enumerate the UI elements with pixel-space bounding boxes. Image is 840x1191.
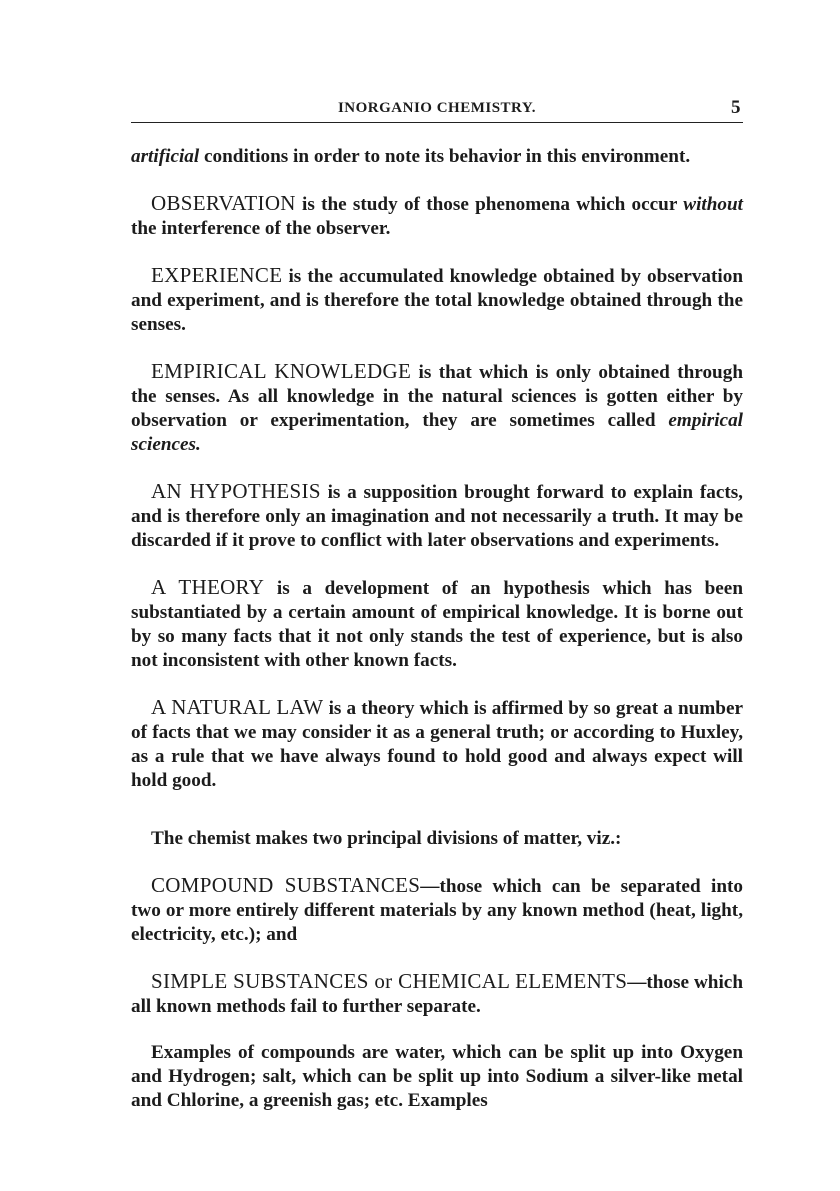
term-chemical-elements: CHEMICAL ELEMENTS [398, 969, 628, 993]
paragraph-simple-substances [131, 969, 743, 1019]
term-simple-substances: SIMPLE SUBSTANCES [151, 969, 369, 993]
term-compound-substances: COMPOUND SUBSTANCES [151, 873, 421, 897]
paragraph-text: is the accumulated knowledge obtained by observation and experiment, and is therefore the total knowledge obtained through the senses. [131, 266, 743, 335]
paragraph-theory [131, 575, 743, 673]
term-natural-law: A NATURAL LAW [151, 695, 324, 719]
paragraph-hypothesis [131, 479, 743, 553]
italic-without: without [683, 194, 743, 215]
paragraph-compound-substances [131, 873, 743, 947]
paragraph-text: Examples of compounds are water, which can be split up into Oxygen and Hydrogen; salt, which can be split up into Sodium a silver-like metal and Chlorine, a greenish gas; etc. Examples [131, 1042, 743, 1111]
term-empirical-knowledge: EMPIRICAL KNOWLEDGE [151, 359, 412, 383]
paragraph-text: conditions in order to note its behavior in this environment. [199, 146, 691, 167]
term-observation: OBSERVATION [151, 191, 296, 215]
term-experience: EXPERIENCE [151, 263, 283, 287]
paragraph-continuation [131, 145, 743, 169]
italic-artificial: artificial [131, 146, 200, 167]
running-title: INORGANIO CHEMISTRY. [337, 100, 537, 116]
paragraph-text: is that which is only obtained through the senses. As all knowledge in the natural sciences is gotten either by observation or experimentation, they are sometimes called [131, 362, 743, 431]
paragraph-text: is a theory which is affirmed by so great a number of facts that we may consider it as a general truth; or according to Huxley, as a rule that we have always found to hold good and always expect will hold good. [131, 698, 743, 791]
paragraph-text: —those which can be separated into two or more entirely different materials by any known method (heat, light, electricity, etc.); and [131, 876, 743, 945]
paragraph-experience [131, 263, 743, 337]
paragraph-empirical-knowledge [131, 359, 743, 457]
running-head [131, 96, 743, 123]
paragraph-text: is a supposition brought forward to explain facts, and is therefore only an imagination and not necessarily a truth. It may be discarded if it prove to conflict with later observations and experiments. [131, 482, 743, 551]
term-or: or [368, 969, 399, 993]
paragraph-text: —those which all known methods fail to further separate. [131, 972, 743, 1017]
paragraph-text: is the study of those phenomena which occur [295, 194, 684, 215]
term-theory: A THEORY [151, 575, 265, 599]
term-hypothesis: AN HYPOTHESIS [151, 479, 321, 503]
book-page [131, 96, 743, 1135]
paragraph-examples [131, 1041, 743, 1113]
page-number: 5 [731, 97, 741, 118]
page-body [131, 145, 743, 1113]
paragraph-observation [131, 191, 743, 241]
paragraph-text: is a development of an hypothesis which has been substantiated by a certain amount of empirical knowledge. It is borne out by so many facts that it not only stands the test of experience, but is also not inconsistent with other known facts. [131, 578, 743, 671]
paragraph-text: The chemist makes two principal divisions of matter, viz.: [151, 828, 622, 849]
paragraph-natural-law [131, 695, 743, 793]
paragraph-divisions [131, 827, 743, 851]
italic-empirical-sciences: empirical sciences. [131, 410, 743, 455]
paragraph-text: the interference of the observer. [131, 218, 391, 239]
